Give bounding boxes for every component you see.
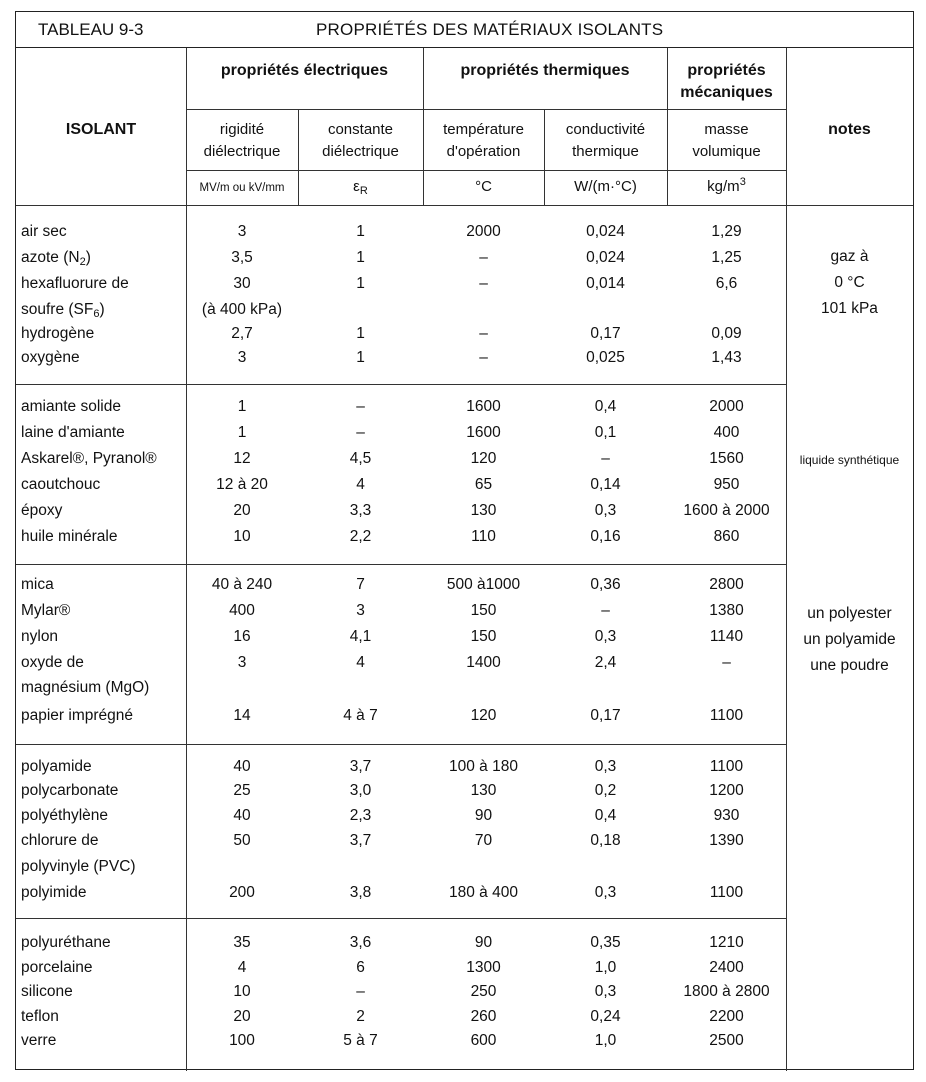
table-cell: 0,09 <box>711 325 742 342</box>
section-rule <box>16 564 786 565</box>
table-cell: 90 <box>474 807 493 824</box>
unit-label: $kg/m^3$ <box>707 176 746 195</box>
table-cell: 1 <box>356 325 365 342</box>
material-name: polyéthylène <box>21 807 109 824</box>
insulating-materials-table <box>15 11 914 1070</box>
material-name: polycarbonate <box>21 782 119 799</box>
table-cell: 4 <box>356 654 365 671</box>
table-cell: 0,17 <box>590 707 621 724</box>
material-name: nylon <box>21 628 59 645</box>
table-cell: 0,024 <box>586 223 625 240</box>
column-header: diélectrique <box>203 143 281 160</box>
table-cell: 3,0 <box>349 782 372 799</box>
note-text: liquide synthétique <box>799 453 900 467</box>
note-text: gaz à <box>830 248 869 265</box>
table-cell: – <box>356 424 365 441</box>
table-cell: (à 400 kPa) <box>201 301 283 318</box>
column-header: température <box>443 121 524 138</box>
material-name: verre <box>21 1032 57 1049</box>
table-number: TABLEAU 9-3 <box>38 20 144 39</box>
table-cell: 2400 <box>709 959 744 976</box>
table-cell: 5 à 7 <box>343 1032 378 1049</box>
material-name: magnésium (MgO) <box>21 679 150 696</box>
table-cell: 1 <box>356 275 365 292</box>
table-cell: 3,5 <box>231 249 253 266</box>
table-cell: 150 <box>470 628 497 645</box>
table-cell: 1400 <box>466 654 501 671</box>
group-header-rule <box>186 109 786 110</box>
section-rule <box>16 918 786 919</box>
table-cell: 0,36 <box>590 576 621 593</box>
section-rule <box>16 744 786 745</box>
table-cell: – <box>479 275 488 292</box>
table-cell: – <box>601 450 610 467</box>
table-cell: 1,0 <box>594 959 617 976</box>
table-cell: 40 à 240 <box>211 576 273 593</box>
table-cell: 500 à1000 <box>446 576 521 593</box>
table-cell: 1 <box>356 249 365 266</box>
material-name: Askarel®, Pyranol® <box>21 450 157 467</box>
table-cell: 0,4 <box>594 398 617 415</box>
table-cell: 3,7 <box>349 758 372 775</box>
table-cell: 1,25 <box>711 249 742 266</box>
material-name: polyvinyle (PVC) <box>21 858 136 875</box>
note-text: un polyamide <box>803 631 896 648</box>
table-cell: 2800 <box>709 576 744 593</box>
material-name: amiante solide <box>21 398 121 415</box>
table-cell: 3,6 <box>349 934 372 951</box>
table-cell: 0,4 <box>594 807 617 824</box>
table-cell: 0,024 <box>586 249 625 266</box>
table-cell: – <box>479 349 488 366</box>
isolant-header: ISOLANT <box>65 121 137 138</box>
table-cell: 6,6 <box>715 275 738 292</box>
table-cell: – <box>356 398 365 415</box>
table-cell: 4 à 7 <box>343 707 378 724</box>
table-cell: 0,17 <box>590 325 621 342</box>
table-cell: 260 <box>470 1008 497 1025</box>
note-text: 101 kPa <box>821 300 878 317</box>
material-name: mica <box>21 576 54 593</box>
table-cell: 120 <box>470 450 497 467</box>
material-name: époxy <box>21 502 63 519</box>
table-cell: 120 <box>470 707 497 724</box>
table-cell: 1,0 <box>594 1032 617 1049</box>
table-cell: 2 <box>356 1008 365 1025</box>
table-cell: 40 <box>233 807 251 824</box>
table-cell: 400 <box>713 424 740 441</box>
table-cell: 1800 à 2800 <box>683 983 770 1000</box>
table-cell: 0,3 <box>594 884 617 901</box>
thermal-group-header: propriétés thermiques <box>460 62 630 79</box>
table-cell: 50 <box>233 832 251 849</box>
material-name: polyamide <box>21 758 92 775</box>
table-cell: 1560 <box>709 450 744 467</box>
table-cell: 0,3 <box>594 628 617 645</box>
table-cell: 1380 <box>709 602 744 619</box>
table-cell: 1 <box>356 349 365 366</box>
table-cell: 14 <box>233 707 251 724</box>
table-cell: 3,8 <box>349 884 372 901</box>
table-title: PROPRIÉTÉS DES MATÉRIAUX ISOLANTS <box>316 20 664 39</box>
material-name: laine d'amiante <box>21 424 125 441</box>
unit-label: $\varepsilon_R$ <box>353 178 368 197</box>
material-name: Mylar® <box>21 602 71 619</box>
unit-label: W/(m·°C) <box>574 178 637 195</box>
table-cell: 0,3 <box>594 758 617 775</box>
table-cell: 1100 <box>709 758 744 775</box>
table-cell: 1300 <box>466 959 501 976</box>
table-cell: 2200 <box>709 1008 744 1025</box>
table-cell: 0,24 <box>590 1008 621 1025</box>
header-bottom-rule <box>16 205 786 206</box>
title-bar <box>16 12 913 48</box>
table-cell: 90 <box>474 934 493 951</box>
table-cell: 1140 <box>709 628 744 645</box>
table-cell: 3 <box>356 602 365 619</box>
table-cell: 0,2 <box>594 782 617 799</box>
table-cell: – <box>356 983 365 1000</box>
mechanical-group-header: propriétés <box>687 62 766 79</box>
table-cell: 12 à 20 <box>216 476 268 493</box>
material-name: hexafluorure de <box>21 275 129 292</box>
table-cell: – <box>479 325 488 342</box>
table-cell: 3 <box>237 223 247 240</box>
table-cell: 2,3 <box>349 807 372 824</box>
table-cell: 1,29 <box>711 223 742 240</box>
table-cell: 2,4 <box>594 654 617 671</box>
column-header: volumique <box>692 143 761 160</box>
section-rule <box>16 384 786 385</box>
table-cell: 3,7 <box>349 832 372 849</box>
table-cell: 20 <box>233 1008 251 1025</box>
material-name: caoutchouc <box>21 476 101 493</box>
table-cell: 0,3 <box>594 502 617 519</box>
material-name: soufre $(SF_6)$ <box>21 301 105 320</box>
table-cell: 6 <box>356 959 365 976</box>
table-cell: 400 <box>229 602 255 619</box>
electrical-group-header: propriétés électriques <box>220 62 389 79</box>
table-cell: 1100 <box>709 707 744 724</box>
table-cell: 1,43 <box>711 349 742 366</box>
table-cell: 1 <box>237 424 247 441</box>
table-cell: – <box>601 602 610 619</box>
table-cell: 2000 <box>466 223 501 240</box>
table-cell: 10 <box>233 983 251 1000</box>
table-cell: 1390 <box>709 832 744 849</box>
table-cell: 1100 <box>709 884 744 901</box>
table-cell: 65 <box>474 476 493 493</box>
material-name: oxygène <box>21 349 80 366</box>
column-header: masse <box>704 121 749 138</box>
table-cell: 4,1 <box>349 628 372 645</box>
table-cell: 860 <box>713 528 740 545</box>
table-cell: 1600 <box>466 424 501 441</box>
table-cell: 950 <box>713 476 740 493</box>
material-name: polyuréthane <box>21 934 111 951</box>
table-cell: 1600 à 2000 <box>683 502 770 519</box>
note-text: un polyester <box>807 605 892 622</box>
table-cell: 70 <box>474 832 493 849</box>
table-cell: 4 <box>237 959 247 976</box>
column-header: rigidité <box>219 121 265 138</box>
table-cell: 30 <box>233 275 251 292</box>
col-divider <box>786 48 787 1071</box>
table-cell: 100 à 180 <box>449 758 518 775</box>
table-cell: 2,2 <box>349 528 372 545</box>
material-name: oxyde de <box>21 654 84 671</box>
table-cell: 7 <box>356 576 365 593</box>
unit-row-rule <box>186 170 786 171</box>
table-cell: 0,1 <box>594 424 617 441</box>
header-bottom-rule <box>786 205 913 206</box>
column-header: diélectrique <box>322 143 399 160</box>
material-name: silicone <box>21 983 73 1000</box>
material-name: polyimide <box>21 884 87 901</box>
table-cell: 1200 <box>709 782 744 799</box>
table-cell: 0,18 <box>590 832 621 849</box>
material-name: papier imprégné <box>21 707 134 724</box>
table-cell: 1600 <box>466 398 501 415</box>
table-cell: 10 <box>233 528 251 545</box>
table-cell: 35 <box>233 934 251 951</box>
table-cell: 250 <box>470 983 497 1000</box>
table-cell: 40 <box>233 758 251 775</box>
unit-label: MV/m ou kV/mm <box>199 182 285 194</box>
note-text: 0 °C <box>834 274 865 291</box>
material-name: teflon <box>21 1008 59 1025</box>
table-cell: 0,014 <box>586 275 625 292</box>
table-cell: 150 <box>470 602 497 619</box>
table-cell: 20 <box>233 502 251 519</box>
table-cell: – <box>479 249 488 266</box>
mechanical-group-header: mécaniques <box>680 84 773 101</box>
table-cell: 12 <box>233 450 251 467</box>
table-cell: 600 <box>470 1032 497 1049</box>
table-cell: 25 <box>233 782 251 799</box>
unit-label: °C <box>475 178 492 195</box>
table-cell: 2500 <box>709 1032 744 1049</box>
table-cell: 100 <box>229 1032 255 1049</box>
material-name: air sec <box>21 223 67 240</box>
table-cell: 180 à 400 <box>449 884 518 901</box>
column-header: d'opération <box>446 143 521 160</box>
material-name: porcelaine <box>21 959 93 976</box>
table-cell: 130 <box>470 782 497 799</box>
table-cell: – <box>722 654 731 671</box>
table-cell: 3,3 <box>349 502 372 519</box>
column-header: conductivité <box>565 121 646 138</box>
material-name: huile minérale <box>21 528 118 545</box>
table-cell: 0,35 <box>590 934 621 951</box>
table-cell: 16 <box>233 628 251 645</box>
table-cell: 930 <box>713 807 740 824</box>
notes-header: notes <box>828 121 871 138</box>
table-cell: 200 <box>229 884 255 901</box>
table-cell: 0,14 <box>590 476 621 493</box>
column-header: constante <box>327 121 394 138</box>
table-cell: 4,5 <box>349 450 372 467</box>
material-name: hydrogène <box>21 325 95 342</box>
table-cell: 3 <box>237 654 247 671</box>
table-cell: 3 <box>237 349 247 366</box>
table-cell: 130 <box>470 502 497 519</box>
material-name: azote $(N_2)$ <box>21 249 91 268</box>
table-cell: 0,025 <box>586 349 625 366</box>
table-cell: 0,16 <box>590 528 621 545</box>
table-cell: 0,3 <box>594 983 617 1000</box>
column-header: thermique <box>572 143 639 160</box>
table-cell: 1 <box>237 398 247 415</box>
table-cell: 4 <box>356 476 365 493</box>
table-cell: 2000 <box>709 398 744 415</box>
material-name: chlorure de <box>21 832 99 849</box>
note-text: une poudre <box>810 657 889 674</box>
table-cell: 110 <box>471 528 496 545</box>
table-cell: 1 <box>356 223 365 240</box>
table-cell: 2,7 <box>231 325 253 342</box>
table-cell: 1210 <box>709 934 744 951</box>
